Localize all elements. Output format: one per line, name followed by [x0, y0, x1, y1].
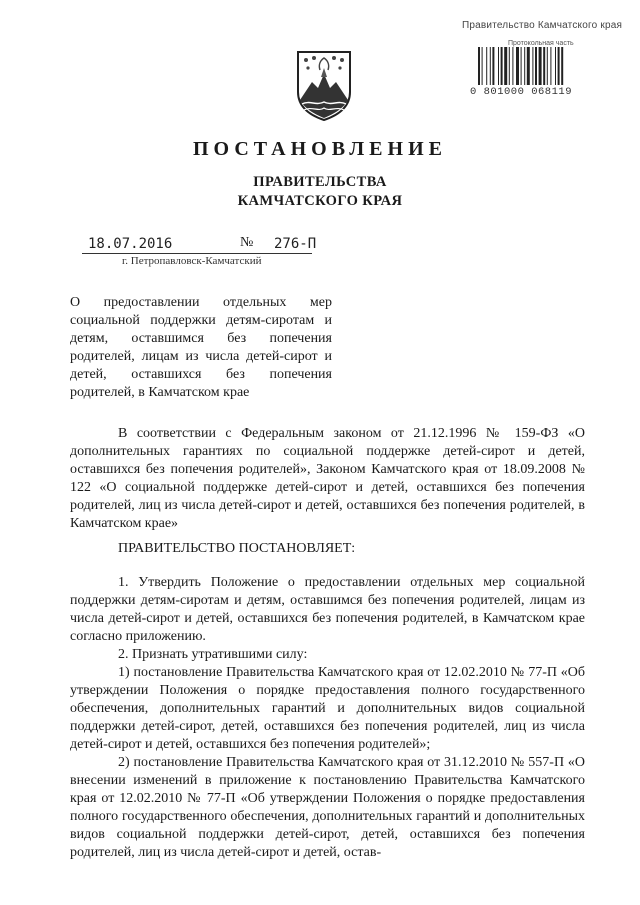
- resolves-heading: ПРАВИТЕЛЬСТВО ПОСТАНОВЛЯЕТ:: [118, 541, 356, 556]
- stamp-subtitle: Протокольная часть: [508, 40, 574, 47]
- barcode-bar: [486, 47, 487, 85]
- barcode-bar: [555, 47, 556, 85]
- barcode-bar: [521, 47, 522, 85]
- barcode-bar: [535, 47, 537, 85]
- preamble-text: В соответствии с Федеральным законом от 21.12.1996 № 159-ФЗ «О дополнительных гарантиях по социальной поддержке детей-сирот и детей, оставшихся без попечения родителей», Законом Камчатского края от 18.09.2008 № 122 «О социальной поддержке детей-сирот и детей, оставшихся без попечения родителей, лиц из числа детей-сирот и детей, оставшихся без попечения родителей, в Камчатском крае»: [70, 426, 585, 531]
- document-subject: О предоставлении отдельных мер социальной поддержки детям-сиротам и детям, оставшимся без попечения родителей, лицам из числа детей-сирот и детей, оставшихся без попечения родителей, в Камчатском крае: [70, 295, 332, 400]
- item-2: [70, 646, 585, 664]
- barcode-bar: [524, 47, 525, 85]
- item-2-text: 2. Признать утратившими силу:: [118, 647, 308, 662]
- barcode-bar: [504, 47, 507, 85]
- barcode-bar: [543, 47, 545, 85]
- barcode: [478, 47, 626, 85]
- barcode-bar: [539, 47, 542, 85]
- barcode-bar: [558, 47, 560, 85]
- number-label: №: [240, 235, 254, 250]
- barcode-bar: [547, 47, 548, 85]
- coat-of-arms-icon: [294, 48, 354, 122]
- barcode-bar: [490, 47, 491, 85]
- barcode-bar: [501, 47, 503, 85]
- barcode-bar: [561, 47, 563, 85]
- barcode-bar: [512, 47, 513, 85]
- barcode-bar: [550, 47, 551, 85]
- barcode-bar: [498, 47, 499, 85]
- barcode-bar: [482, 47, 483, 85]
- document-number: 276-П: [274, 236, 317, 252]
- document-title: ПОСТАНОВЛЕНИЕ: [193, 138, 447, 160]
- government-line2: КАМЧАТСКОГО КРАЯ: [237, 193, 403, 209]
- barcode-bar: [527, 47, 530, 85]
- city-line: г. Петропавловск-Камчатский: [122, 255, 262, 267]
- barcode-bar: [532, 47, 533, 85]
- subitem-2: [70, 754, 585, 862]
- barcode-number: 0 801000 068119: [470, 86, 573, 98]
- barcode-bar: [509, 47, 510, 85]
- document-date: 18.07.2016: [88, 236, 173, 252]
- item-1-text: 1. Утвердить Положение о предоставлении отдельных мер социальной поддержки детям-сиротам и детям, оставшимся без попечения родителей, лицам из числа детей-сирот и детей, оставшихся без попечения родителей, в Камчатском крае согласно приложению.: [70, 575, 585, 644]
- preamble-paragraph: [70, 425, 585, 533]
- stamp-title: Правительство Камчатского края: [462, 20, 623, 31]
- subitem-1-text: 1) постановление Правительства Камчатского края от 12.02.2010 № 77-П «Об утверждении Положения о порядке предоставления полного государственного обеспечения, дополнительных гарантий и дополнительных видов социальной поддержки детей-сирот, детей, оставшихся без попечения родителей, лиц из числа детей-сирот и детей, оставшихся без попечения родителей»;: [70, 665, 585, 752]
- registration-underline: [82, 253, 312, 254]
- barcode-bar: [478, 47, 480, 85]
- item-1: [70, 574, 585, 646]
- barcode-bar: [492, 47, 494, 85]
- subitem-2-text: 2) постановление Правительства Камчатского края от 31.12.2010 № 557-П «О внесении изменений в приложение к постановлению Правительства Камчатского края от 12.02.2010 № 77-П «Об утверждении Положения о порядке предоставления полного государственного обеспечения, дополнительных гарантий и дополнительных видов социальной поддержки детей-сирот, детей, оставшихся без попечения родителей, лиц из числа детей-сирот и детей, остав-: [70, 755, 585, 860]
- government-line1: ПРАВИТЕЛЬСТВА: [253, 174, 387, 190]
- barcode-bar: [516, 47, 519, 85]
- subitem-1: [70, 664, 585, 754]
